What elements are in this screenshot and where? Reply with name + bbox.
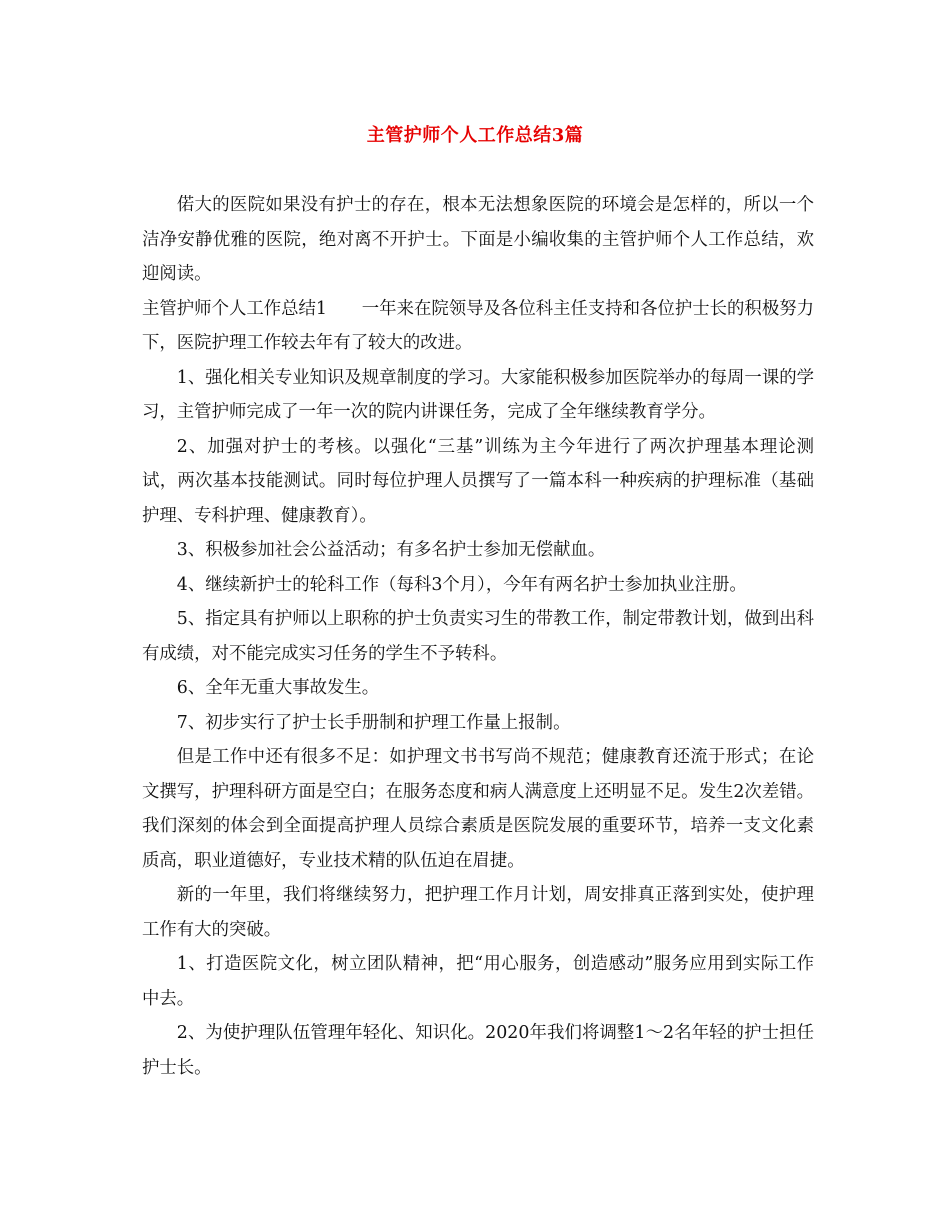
item-3-paragraph: 3、积极参加社会公益活动；有多名护士参加无偿献血。 <box>176 540 606 560</box>
item-6-paragraph: 6、全年无重大事故发生。 <box>176 678 380 698</box>
plan-item-1-paragraph: 1、打造医院文化，树立团队精神，把“用心服务，创造感动”服务应用到实际工作中去。 <box>142 954 814 1009</box>
intro-paragraph: 偌大的医院如果没有护士的存在，根本无法想象医院的环境会是怎样的，所以一个洁净安静优雅的医院，绝对离不开护士。下面是小编收集的主管护师个人工作总结，欢迎阅读。 <box>142 195 814 284</box>
document-body <box>142 188 814 1085</box>
item-1-paragraph: 1、强化相关专业知识及规章制度的学习。大家能积极参加医院举办的每周一课的学习，主管护师完成了一年一次的院内讲课任务，完成了全年继续教育学分。 <box>142 367 814 422</box>
item-4-paragraph: 4、继续新护士的轮科工作（每科3个月），今年有两名护士参加执业注册。 <box>176 574 747 595</box>
item-5-paragraph: 5、指定具有护师以上职称的护士负责实习生的带教工作，制定带教计划，做到出科有成绩，对不能完成实习任务的学生不予转科。 <box>142 609 814 664</box>
summary-1-opening-paragraph: 主管护师个人工作总结1 一年来在院领导及各位科主任支持和各位护士长的积极努力下，医院护理工作较去年有了较大的改进。 <box>142 298 814 353</box>
plan-item-2-paragraph: 2、为使护理队伍管理年轻化、知识化。2020年我们将调整1～2名年轻的护士担任护士长。 <box>142 1023 814 1078</box>
document-title: 主管护师个人工作总结3篇 <box>366 125 584 146</box>
item-2-paragraph: 2、加强对护士的考核。以强化“三基”训练为主今年进行了两次护理基本理论测试，两次基本技能测试。同时每位护理人员撰写了一篇本科一种疾病的护理标准（基础护理、专科护理、健康教育）。 <box>142 436 814 526</box>
item-7-paragraph: 7、初步实行了护士长手册制和护理工作量上报制。 <box>176 712 571 733</box>
new-year-paragraph: 新的一年里，我们将继续努力，把护理工作月计划，周安排真正落到实处，使护理工作有大的突破。 <box>142 885 814 940</box>
shortcomings-paragraph: 但是工作中还有很多不足：如护理文书书写尚不规范；健康教育还流于形式；在论文撰写，护理科研方面是空白；在服务态度和病人满意度上还明显不足。发生2次差错。我们深刻的体会到全面提高护理人员综合素质是医院发展的重要环节，培养一支文化素质高，职业道德好，专业技术精的队伍迫在眉捷。 <box>142 747 814 871</box>
